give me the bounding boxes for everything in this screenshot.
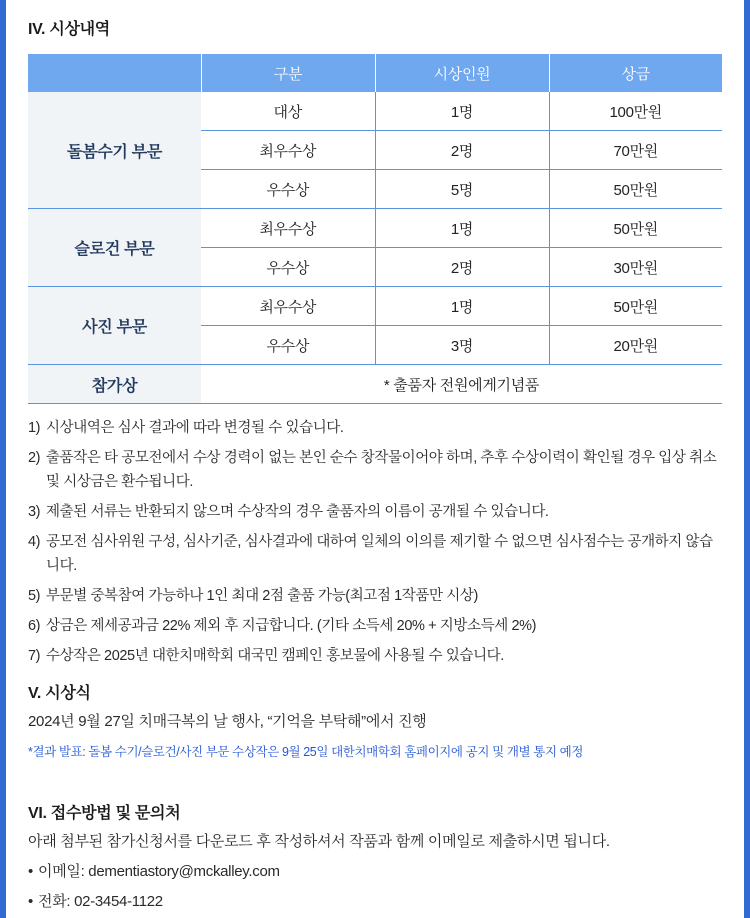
award-name: 최우수상 xyxy=(201,131,375,170)
note-text: 출품작은 타 공모전에서 수상 경력이 없는 본인 순수 창작물이어야 하며, 추후 수상이력이 확인될 경우 입상 취소 및 시상금은 환수됩니다. xyxy=(46,450,717,490)
award-count: 1명 xyxy=(375,287,549,326)
award-table xyxy=(28,54,722,404)
header-prize: 상금 xyxy=(549,54,722,92)
table-row xyxy=(28,209,722,248)
note-text: 제출된 서류는 반환되지 않으며 수상작의 경우 출품자의 이름이 공개될 수 있습니다. xyxy=(46,504,549,520)
list-item xyxy=(28,530,722,578)
award-prize: 70만원 xyxy=(549,131,722,170)
contact-phone xyxy=(28,890,163,911)
award-count: 5명 xyxy=(375,170,549,209)
note-text: 공모전 심사위원 구성, 심사기준, 심사결과에 대하여 일체의 이의를 제기할 수 없으면 심사점수는 공개하지 않습니다. xyxy=(46,534,713,574)
award-name: 대상 xyxy=(201,92,375,131)
category-care-essay: 돌봄수기 부문 xyxy=(28,92,201,209)
category-photo: 사진 부문 xyxy=(28,287,201,365)
note-text: 부문별 중복참여 가능하나 1인 최대 2점 출품 가능(최고점 1작품만 시상) xyxy=(46,588,478,604)
table-header-row xyxy=(28,54,722,92)
award-name: 최우수상 xyxy=(201,209,375,248)
contact-email xyxy=(28,860,280,881)
note-text: 수상작은 2025년 대한치매학회 대국민 캠페인 홍보물에 사용될 수 있습니다. xyxy=(46,648,504,664)
award-count: 1명 xyxy=(375,92,549,131)
award-prize: 50만원 xyxy=(549,287,722,326)
award-name: 우수상 xyxy=(201,326,375,365)
list-item xyxy=(28,446,722,494)
list-item xyxy=(28,644,722,668)
participation-note: * 출품자 전원에게기념품 xyxy=(201,365,722,404)
note-number: 6) xyxy=(28,618,41,634)
section-title-awards: IV. 시상내역 xyxy=(28,21,110,38)
award-name: 우수상 xyxy=(201,170,375,209)
note-text: 상금은 제세공과금 22% 제외 후 지급합니다. (기타 소득세 20% + 지방소득세 2%) xyxy=(46,618,537,634)
award-count: 2명 xyxy=(375,131,549,170)
submission-text: 아래 첨부된 참가신청서를 다운로드 후 작성하셔서 작품과 함께 이메일로 제출하시면 됩니다. xyxy=(28,833,610,850)
list-item xyxy=(28,500,722,524)
note-number: 4) xyxy=(28,534,41,550)
note-number: 5) xyxy=(28,588,41,604)
section-title-submission: VI. 접수방법 및 문의처 xyxy=(28,805,181,822)
result-announcement: *결과 발표: 돌봄 수기/슬로건/사진 부문 수상작은 9월 25일 대한치매학회 홈페이지에 공지 및 개별 통지 예정 xyxy=(28,745,584,759)
right-frame-border xyxy=(744,0,750,918)
header-empty xyxy=(28,54,201,92)
award-count: 1명 xyxy=(375,209,549,248)
list-item xyxy=(28,584,722,608)
email-text[interactable]: 이메일: dementiastory@mckalley.com xyxy=(38,863,280,880)
note-text: 시상내역은 심사 결과에 따라 변경될 수 있습니다. xyxy=(46,420,344,436)
table-row-participation xyxy=(28,365,722,404)
section-title-ceremony: V. 시상식 xyxy=(28,685,91,702)
award-notes-list xyxy=(28,416,722,674)
table-row xyxy=(28,92,722,131)
phone-text[interactable]: 전화: 02-3454-1122 xyxy=(38,893,163,910)
note-number: 7) xyxy=(28,648,41,664)
header-count: 시상인원 xyxy=(375,54,549,92)
award-prize: 100만원 xyxy=(549,92,722,131)
left-frame-border xyxy=(0,0,6,918)
note-number: 2) xyxy=(28,450,41,466)
award-name: 우수상 xyxy=(201,248,375,287)
list-item xyxy=(28,416,722,440)
bullet-icon: • xyxy=(28,863,33,880)
list-item xyxy=(28,614,722,638)
award-count: 3명 xyxy=(375,326,549,365)
category-slogan: 슬로건 부문 xyxy=(28,209,201,287)
award-count: 2명 xyxy=(375,248,549,287)
category-participation: 참가상 xyxy=(28,365,201,404)
bullet-icon: • xyxy=(28,893,33,910)
award-prize: 20만원 xyxy=(549,326,722,365)
table-row xyxy=(28,287,722,326)
award-prize: 50만원 xyxy=(549,209,722,248)
ceremony-text: 2024년 9월 27일 치매극복의 날 행사, “기억을 부탁해”에서 진행 xyxy=(28,713,427,730)
award-prize: 30만원 xyxy=(549,248,722,287)
header-category: 구분 xyxy=(201,54,375,92)
note-number: 1) xyxy=(28,420,41,436)
award-name: 최우수상 xyxy=(201,287,375,326)
note-number: 3) xyxy=(28,504,41,520)
award-prize: 50만원 xyxy=(549,170,722,209)
